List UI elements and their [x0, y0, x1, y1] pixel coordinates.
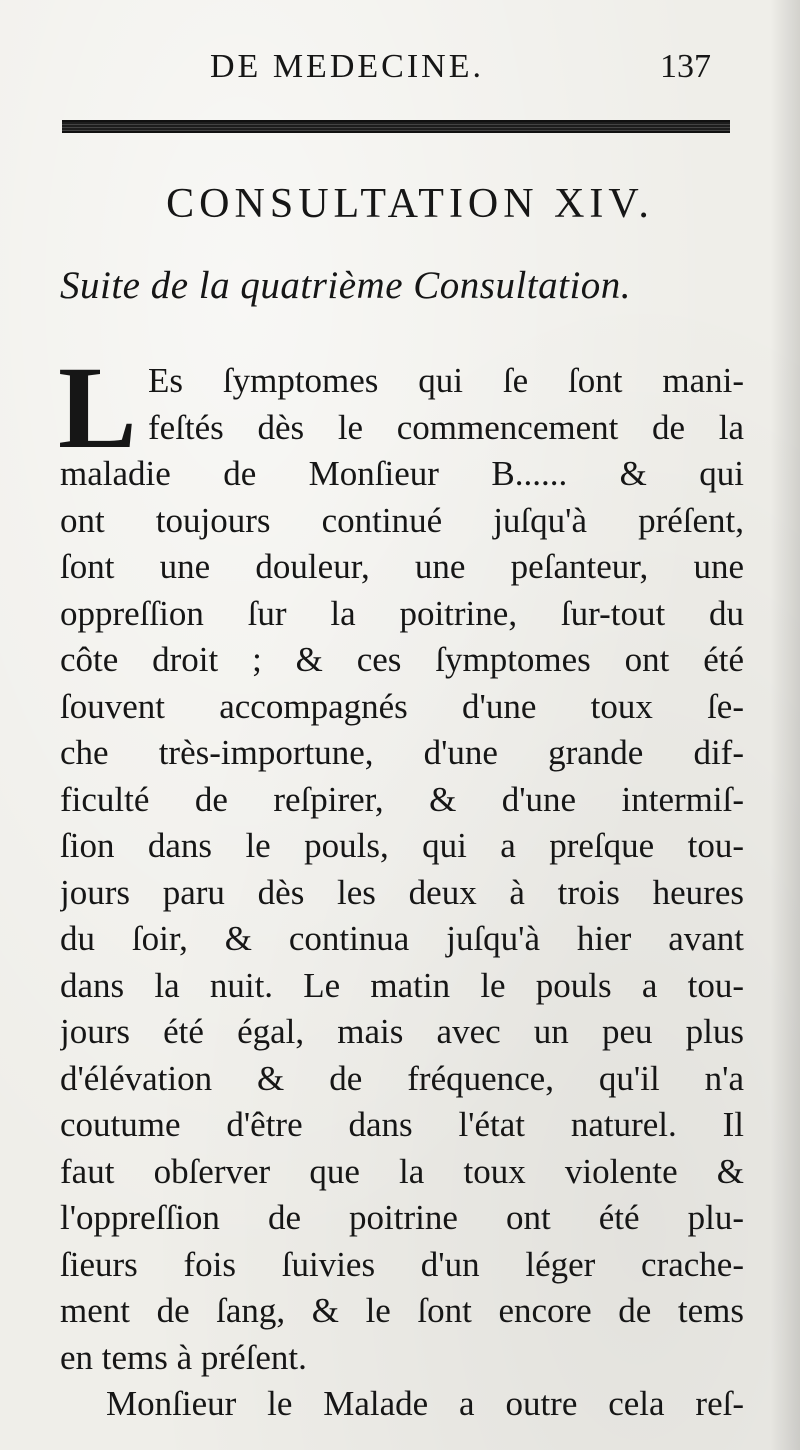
text-line: ſieurs fois ſuivies d'un léger crache-	[60, 1244, 744, 1284]
text-line: ſion dans le pouls, qui a preſque tou-	[60, 826, 744, 865]
text-line: faut obſerver que la toux violente &	[60, 1151, 744, 1191]
consultation-heading: CONSULTATION XIV.	[166, 181, 654, 227]
drop-cap: L	[58, 342, 137, 473]
running-head	[0, 48, 800, 96]
text-line: Es ſymptomes qui ſe ſont mani-	[148, 361, 744, 400]
text-line: ficulté de reſpirer, & d'une intermiſ-	[60, 779, 744, 819]
text-line: d'élévation & de fréquence, qu'il n'a	[60, 1058, 744, 1098]
text-line: coutume d'être dans l'état naturel. Il	[60, 1105, 744, 1144]
text-line: Monſieur le Malade a outre cela reſ-	[106, 1384, 744, 1423]
text-line: du ſoir, & continua juſqu'à hier avant	[60, 919, 744, 958]
text-line: l'oppreſſion de poitrine ont été plu-	[60, 1198, 744, 1237]
text-line: en tems à préſent.	[60, 1337, 307, 1377]
body-text	[58, 342, 744, 1428]
consultation-subheading: Suite de la quatrième Consultation.	[60, 264, 632, 307]
text-line: ſouvent accompagnés d'une toux ſe-	[60, 686, 744, 726]
running-title: DE MEDECINE.	[210, 48, 484, 85]
text-line: che très-importune, d'une grande dif-	[60, 733, 744, 772]
text-line: ſont une douleur, une peſanteur, une	[60, 547, 744, 586]
text-line: oppreſſion ſur la poitrine, ſur-tout du	[60, 593, 744, 633]
text-line: dans la nuit. Le matin le pouls a tou-	[60, 965, 744, 1005]
text-line: côte droit ; & ces ſymptomes ont été	[60, 640, 744, 679]
text-line: feſtés dès le commencement de la	[148, 407, 744, 447]
page-number: 137	[660, 48, 711, 85]
text-line: ont toujours continué juſqu'à préſent,	[60, 500, 744, 540]
text-line: ment de ſang, & le ſont encore de tems	[60, 1291, 744, 1330]
text-line: jours été égal, mais avec un peu plus	[60, 1012, 744, 1051]
header-rule	[62, 120, 730, 133]
text-line: jours paru dès les deux à trois heures	[60, 872, 744, 912]
text-line: maladie de Monſieur B...... & qui	[60, 454, 744, 493]
